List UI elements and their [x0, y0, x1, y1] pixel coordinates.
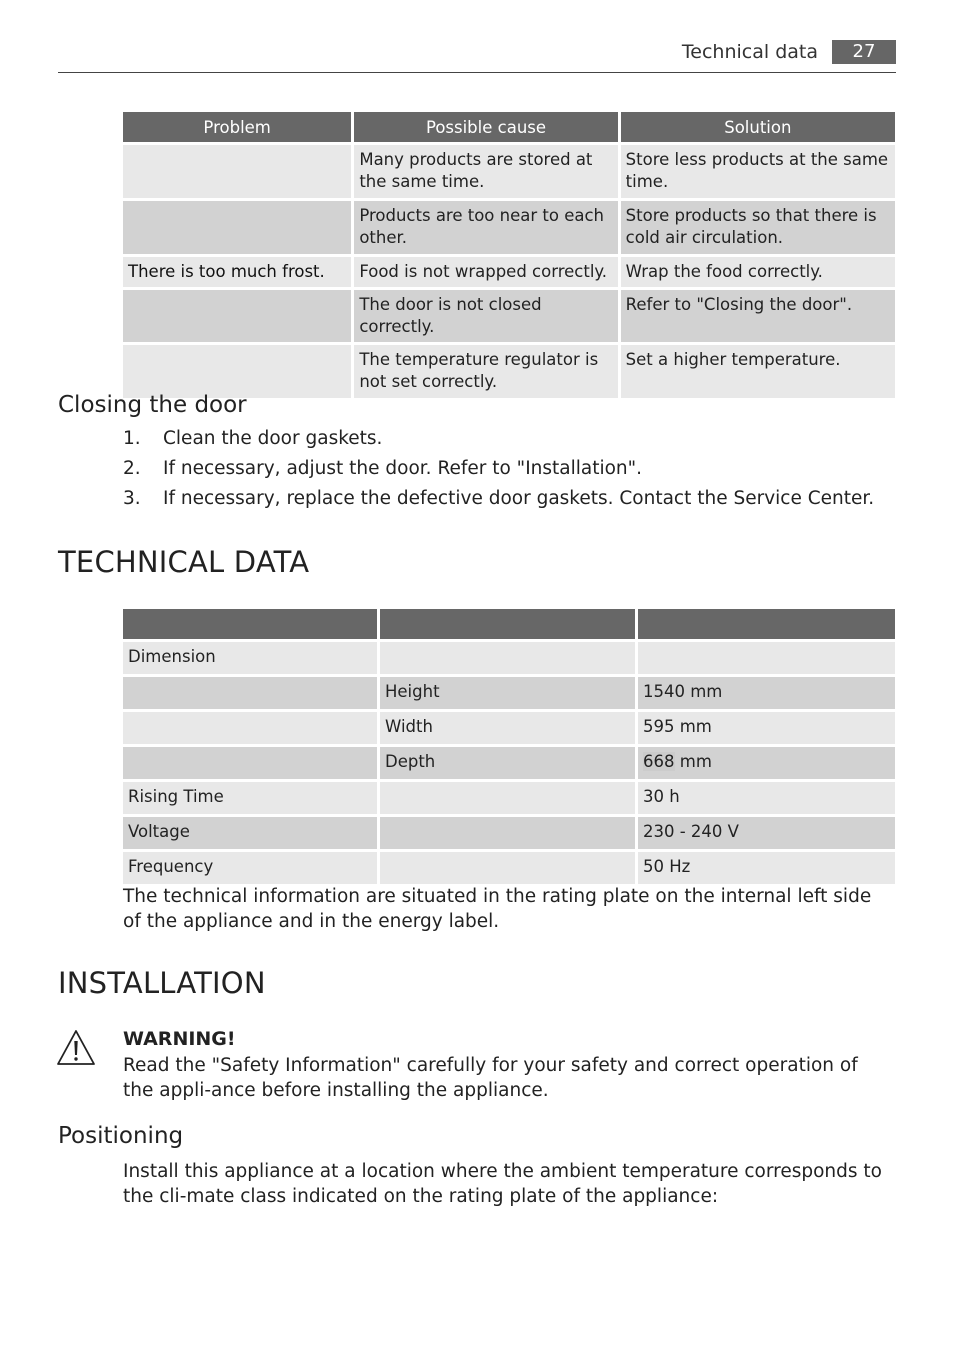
table-header-row [123, 112, 895, 142]
table-cell: 230 - 240 V [638, 817, 895, 849]
step-text: Clean the door gaskets. [163, 428, 383, 449]
technical-data-table [120, 606, 898, 887]
table-cell: Store products so that there is cold air circulation. [621, 201, 895, 254]
depth-value-highlight: 668 [643, 752, 675, 771]
warning-icon [56, 1028, 96, 1068]
table-row [123, 712, 895, 744]
table-cell: 30 h [638, 782, 895, 814]
table-row [123, 145, 895, 198]
table-cell: 595 mm [638, 712, 895, 744]
step-text: If necessary, replace the defective door gaskets. Contact the Service Center. [163, 488, 875, 509]
positioning-heading: Positioning [58, 1123, 184, 1149]
column-header [380, 609, 635, 639]
table-cell: Frequency [123, 852, 377, 884]
table-cell: Voltage [123, 817, 377, 849]
table-cell [123, 747, 377, 779]
table-cell: Width [380, 712, 635, 744]
table-cell [123, 145, 351, 198]
table-row [123, 852, 895, 884]
table-cell: Rising Time [123, 782, 377, 814]
table-cell: Set a higher temperature. [621, 345, 895, 398]
column-header: Possible cause [354, 112, 617, 142]
step-text: If necessary, adjust the door. Refer to "Installation". [163, 458, 643, 479]
table-cell [123, 345, 351, 398]
step-number: 3. [123, 488, 141, 509]
installation-heading: INSTALLATION [58, 966, 266, 1000]
table-row [123, 201, 895, 254]
table-cell: Height [380, 677, 635, 709]
table-cell: Depth [380, 747, 635, 779]
table-cell: Products are too near to each other. [354, 201, 617, 254]
table-cell [123, 290, 351, 342]
step-number: 1. [123, 428, 141, 449]
table-cell: Wrap the food correctly. [621, 257, 895, 287]
table-cell [123, 201, 351, 254]
table-cell [380, 642, 635, 674]
table-cell: There is too much frost. [123, 257, 351, 287]
column-header [638, 609, 895, 639]
warning-title: WARNING! [123, 1028, 236, 1050]
table-row [123, 345, 895, 398]
header-section-title: Technical data [681, 41, 818, 63]
technical-data-note: The technical information are situated in the rating plate on the internal left side of the appliance and in the energy label. [123, 886, 872, 932]
table-row [123, 257, 895, 287]
table-row [123, 290, 895, 342]
table-header-row [123, 609, 895, 639]
table-cell [123, 712, 377, 744]
step-number: 2. [123, 458, 141, 479]
table-row [123, 747, 895, 779]
table-cell: The temperature regulator is not set correctly. [354, 345, 617, 398]
page-header [58, 38, 896, 73]
table-cell: Food is not wrapped correctly. [354, 257, 617, 287]
table-row [123, 782, 895, 814]
column-header [123, 609, 377, 639]
table-cell [638, 642, 895, 674]
table-cell [123, 677, 377, 709]
table-row [123, 642, 895, 674]
troubleshooting-table [120, 109, 898, 401]
table-cell [380, 852, 635, 884]
page-number: 27 [832, 40, 896, 64]
table-row [123, 677, 895, 709]
table-cell: Store less products at the same time. [621, 145, 895, 198]
table-cell [638, 747, 895, 779]
column-header: Problem [123, 112, 351, 142]
table-cell: 50 Hz [638, 852, 895, 884]
table-cell: The door is not closed correctly. [354, 290, 617, 342]
closing-door-heading: Closing the door [58, 392, 247, 418]
table-cell: Many products are stored at the same time. [354, 145, 617, 198]
depth-unit: mm [674, 752, 712, 771]
warning-text: Read the "Safety Information" carefully for your safety and correct operation of the appli-ance before installing the appliance. [123, 1055, 858, 1101]
technical-data-heading: TECHNICAL DATA [58, 545, 310, 579]
table-cell [380, 817, 635, 849]
table-cell [380, 782, 635, 814]
table-cell: Dimension [123, 642, 377, 674]
positioning-text: Install this appliance at a location where the ambient temperature corresponds to the cli-mate class indicated on the rating plate of the appliance: [123, 1161, 882, 1207]
table-cell: 1540 mm [638, 677, 895, 709]
table-row [123, 817, 895, 849]
column-header: Solution [621, 112, 895, 142]
table-cell: Refer to "Closing the door". [621, 290, 895, 342]
